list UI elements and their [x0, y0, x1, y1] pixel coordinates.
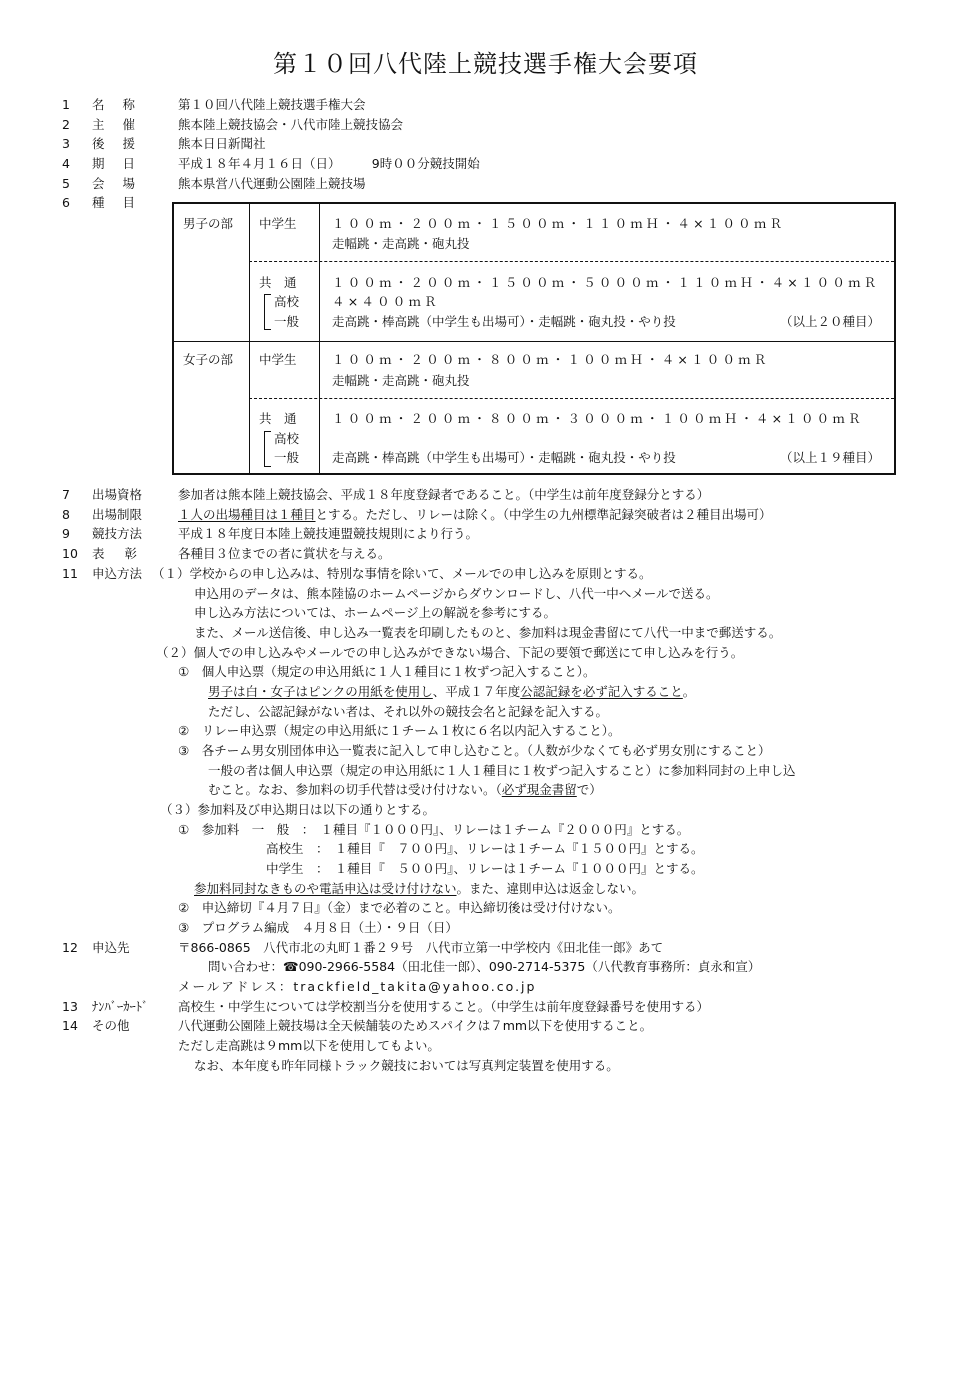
- item-11-line: （２）個人での申し込みやメールでの申し込みができない場合、下記の要領で郵送にて申し込みを行う。: [156, 645, 744, 660]
- men-jh-events-2: 走幅跳・走高跳・砲丸投: [332, 236, 470, 251]
- item-11-line: [208, 684, 695, 700]
- item-label: 会場: [92, 176, 154, 191]
- women-general-label: 一般: [274, 450, 300, 465]
- item-text: 、平成１７年度: [432, 684, 521, 699]
- item-11-line: ① 個人申込票（規定の申込用紙に１人１種目に１枚ずつ記入すること）。: [178, 664, 596, 679]
- item-text: （１）学校からの申し込みは、特別な事情を除いて、メールでの申し込みを原則とする。: [152, 566, 652, 581]
- item-number: 9: [62, 526, 70, 541]
- item-value: [178, 507, 772, 523]
- item-number: 11: [62, 566, 78, 581]
- item-11-line: 高校生 ： １種目『 ７００円』、リレーは１チーム『１５００円』とする。: [266, 841, 704, 856]
- item-number: 13: [62, 999, 78, 1014]
- item-label: 申込方法: [92, 566, 143, 581]
- item-number: 6: [62, 195, 70, 210]
- item-value: 各種目３位までの者に賞状を与える。: [178, 546, 391, 561]
- men-general-label: 一般: [274, 314, 300, 329]
- women-hs-label: 高校: [274, 431, 300, 446]
- women-jh-label: 中学生: [259, 352, 297, 367]
- underlined-text: 参加料同封なきものや電話申込は受け付けない: [194, 881, 457, 896]
- events-table: [172, 202, 896, 475]
- item-number: 4: [62, 156, 70, 171]
- table-divider: [319, 204, 320, 473]
- item-11-line: また、メール送信後、申し込み一覧表を印刷したものと、参加料は現金書留にて八代一中まで郵送する。: [194, 625, 782, 640]
- item-value: 平成１８年４月１６日（日） 9時００分競技開始: [178, 156, 480, 171]
- table-dashed-divider: [249, 398, 894, 399]
- item-11-line: 申し込み方法については、ホームページ上の解説を参考にする。: [194, 605, 557, 620]
- item-label: 出場制限: [92, 507, 143, 522]
- item-11-line: [194, 881, 644, 897]
- women-common-label: 共 通: [259, 411, 297, 426]
- item-value: 熊本日日新聞社: [178, 136, 266, 151]
- women-jh-events-1: １００ｍ・２００ｍ・８００ｍ・１００ｍＨ・４×１００ｍＲ: [332, 352, 770, 367]
- item-text: で）: [576, 782, 602, 797]
- item-11-line: 一般の者は個人申込票（規定の申込用紙に１人１種目に１枚ずつ記入すること）に参加料同封の上申し込: [208, 763, 796, 778]
- item-label: 表彰: [92, 546, 158, 561]
- item-11-line: 中学生 ： １種目『 ５００円』、リレーは１チーム『１０００円』とする。: [266, 861, 704, 876]
- women-common-events-3: 走高跳・棒高跳（中学生も出場可）・走幅跳・砲丸投・やり投: [332, 450, 676, 465]
- item-11-line: ② リレー申込票（規定の申込用紙に１チーム１枚に６名以内記入すること）。: [178, 723, 621, 738]
- men-common-label: 共 通: [259, 275, 297, 290]
- item-11-line: （３）参加料及び申込期日は以下の通りとする。: [160, 802, 436, 817]
- item-11-line: ① 参加料 一 般 ： １種目『１０００円』、リレーは１チーム『２０００円』とする。: [178, 822, 690, 837]
- item-value: 平成１８年度日本陸上競技連盟競技規則により行う。: [178, 526, 479, 541]
- item-number: 14: [62, 1018, 78, 1033]
- item-label: 競技方法: [92, 526, 143, 541]
- item-11-line: ③ プログラム編成 ４月８日（土）・９日（日）: [178, 920, 458, 935]
- underlined-text: 男子は白・女子はピンクの用紙を使用し: [208, 684, 433, 699]
- item-value: 〒866-0865 八代市北の丸町１番２９号 八代市立第一中学校内《田北佳一郎》あて: [178, 940, 664, 955]
- item-label: 名称: [92, 97, 154, 112]
- men-common-events-2: ４×４００ｍＲ: [332, 294, 440, 309]
- men-jh-events-1: １００ｍ・２００ｍ・１５００ｍ・１１０ｍＨ・４×１００ｍＲ: [332, 216, 786, 231]
- item-number: 3: [62, 136, 70, 151]
- item-number: 5: [62, 176, 70, 191]
- item-value: 八代運動公園陸上競技場は全天候舗装のためスパイクは７mm以下を使用すること。: [178, 1018, 653, 1033]
- men-bracket: [264, 294, 271, 330]
- item-label: 後援: [92, 136, 154, 151]
- item-11-line: 申込用のデータは、熊本陸協のホームページからダウンロードし、八代一中へメールで送る。: [194, 586, 719, 601]
- item-number: 1: [62, 97, 70, 112]
- item-label: その他: [92, 1018, 130, 1033]
- men-total: （以上２０種目）: [780, 314, 881, 329]
- item-14-line: ただし走高跳は９mm以下を使用してもよい。: [178, 1038, 440, 1053]
- page-title: 第１０回八代陸上競技選手権大会要項: [273, 50, 698, 78]
- item-value: 高校生・中学生については学校割当分を使用すること。（中学生は前年度登録番号を使用する）: [178, 999, 710, 1014]
- men-common-events-3: 走高跳・棒高跳（中学生も出場可）・走幅跳・砲丸投・やり投: [332, 314, 676, 329]
- underlined-text: １人の出場種目は１種目: [178, 507, 316, 522]
- item-11-line: [208, 782, 602, 798]
- contact-line: 問い合わせ：☎090-2966-5584（田北佳一郎）、090-2714-5375（八代教育事務所：貞永和宣）: [208, 959, 761, 974]
- item-14-line: なお、本年度も昨年同様トラック競技においては写真判定装置を使用する。: [194, 1058, 619, 1073]
- item-number: 10: [62, 546, 78, 561]
- underlined-text: 必ず現金書留: [501, 782, 577, 797]
- item-number: 8: [62, 507, 70, 522]
- item-label: 期日: [92, 156, 154, 171]
- underlined-text: 公認記録を必ず記入すること: [520, 684, 683, 699]
- email-line: メールアドレス：trackfield_takita@yahoo.co.jp: [178, 979, 537, 994]
- item-text: 。また、違則申込は返金しない。: [456, 881, 645, 896]
- women-total: （以上１９種目）: [780, 450, 881, 465]
- men-common-events-1: １００ｍ・２００ｍ・１５００ｍ・５０００ｍ・１１０ｍＨ・４×１００ｍＲ: [332, 275, 880, 290]
- item-value: 第１０回八代陸上競技選手権大会: [178, 97, 366, 112]
- item-value: 参加者は熊本陸上競技協会、平成１８年度登録者であること。（中学生は前年度登録分とする）: [178, 487, 710, 502]
- item-11-line: ただし、公認記録がない者は、それ以外の競技会名と記録を記入する。: [208, 704, 609, 719]
- women-section-label: 女子の部: [183, 352, 234, 367]
- item-11-line: ② 申込締切『４月７日』（金）まで必着のこと。申込締切後は受け付けない。: [178, 900, 621, 915]
- item-label: 種目: [92, 195, 154, 210]
- item-number: 2: [62, 117, 70, 132]
- women-common-events-1: １００ｍ・２００ｍ・８００ｍ・３０００ｍ・１００ｍＨ・４×１００ｍＲ: [332, 411, 864, 426]
- women-bracket: [264, 431, 271, 467]
- table-divider: [174, 341, 894, 342]
- table-dashed-divider: [249, 261, 894, 262]
- men-section-label: 男子の部: [183, 216, 234, 231]
- item-number: 12: [62, 940, 78, 955]
- item-value: 熊本県営八代運動公園陸上競技場: [178, 176, 366, 191]
- item-label: 出場資格: [92, 487, 143, 502]
- item-text: 。: [682, 684, 696, 699]
- men-jh-label: 中学生: [259, 216, 297, 231]
- men-hs-label: 高校: [274, 294, 300, 309]
- item-label: 主催: [92, 117, 154, 132]
- item-label: ﾅﾝﾊﾞｰｶｰﾄﾞ: [92, 999, 149, 1014]
- item-text: むこと。なお、参加料の切手代替は受け付けない。（: [208, 782, 502, 797]
- table-divider: [249, 204, 250, 473]
- item-11-line: ③ 各チーム男女別団体申込一覧表に記入して申し込むこと。（人数が少なくても必ず男女別にすること）: [178, 743, 771, 758]
- women-jh-events-2: 走幅跳・走高跳・砲丸投: [332, 373, 470, 388]
- item-number: 7: [62, 487, 70, 502]
- item-text: とする。ただし、リレーは除く。（中学生の九州標準記録突破者は２種目出場可）: [315, 507, 772, 522]
- item-value: 熊本陸上競技協会・八代市陸上競技協会: [178, 117, 404, 132]
- item-label: 申込先: [92, 940, 130, 955]
